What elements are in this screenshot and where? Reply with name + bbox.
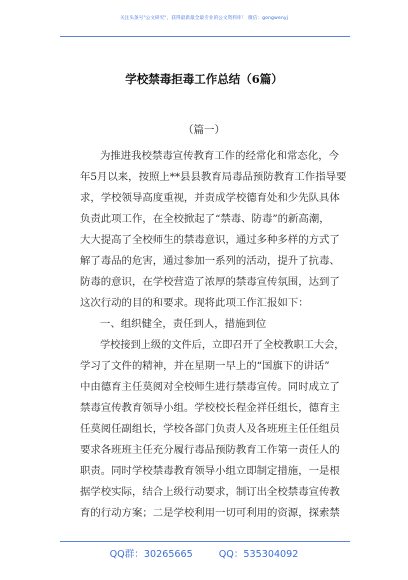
body-line: 职责。同时学校禁毒教育领导小组立即制定措施，一是根 bbox=[80, 465, 340, 477]
body-line: 学习了文件的精神，并在星期一早上的“国旗下的讲话” bbox=[80, 360, 330, 372]
header-divider bbox=[60, 36, 350, 37]
body-line: 这次行动的目的和要求。现将此项工作汇报如下： bbox=[80, 297, 309, 309]
body-line: 负责此项工作，在全校掀起了“禁毒、防毒”的新高潮， bbox=[80, 213, 330, 225]
body-line: 育的行动方案；二是学校利用一切可利用的资源，探索禁 bbox=[80, 507, 340, 519]
body-line: 中由德育主任莫阅对全校师生进行禁毒宣传。同时成立了 bbox=[80, 381, 340, 393]
body-line: 解了毒品的危害，通过参加一系列的活动，提升了抗毒、 bbox=[80, 255, 340, 267]
footer-divider bbox=[60, 541, 350, 542]
body-line: 大大提高了全校师生的禁毒意识，通过多种多样的方式了 bbox=[80, 234, 340, 246]
body-line: 任莫阅任副组长，学校各部门负责人及各班班主任任组员 bbox=[80, 423, 340, 435]
footer-qq: QQ：535304092 bbox=[218, 549, 299, 560]
section-label: （篇一） bbox=[183, 124, 225, 136]
body-line: 防毒的意识，在学校营造了浓厚的禁毒宣传氛围，达到了 bbox=[80, 276, 340, 288]
section-heading: 一、组织健全，责任到人，措施到位 bbox=[100, 318, 267, 330]
document-body bbox=[80, 146, 346, 524]
footer bbox=[0, 546, 408, 560]
body-line: 据学校实际，结合上级行动要求，制订出全校禁毒宣传教 bbox=[80, 486, 340, 498]
document-title: 学校禁毒拒毒工作总结（6篇） bbox=[125, 72, 283, 86]
header-banner: 关注头条号"公文研究"，获得最新最全最专业的公文资料库！ 微信：gongwenyj bbox=[119, 16, 289, 21]
body-line: 要求各班班主任充分履行毒品预防教育工作第一责任人的 bbox=[80, 444, 340, 456]
body-line: 求，学校领导高度重视，并责成学校德育处和少先队具体 bbox=[80, 192, 340, 204]
body-line: 学校接到上级的文件后，立即召开了全校教职工大会， bbox=[100, 340, 345, 351]
body-line: 禁毒宣传教育领导小组。学校校长程金祥任组长，德育主 bbox=[80, 402, 340, 414]
footer-qq-group: QQ群：30265665 bbox=[109, 549, 193, 560]
body-line: 为推进我校禁毒宣传教育工作的经常化和常态化，今 bbox=[100, 150, 339, 162]
body-line: 年5月以来，按照上**县县教育局毒品预防教育工作指导要 bbox=[80, 171, 347, 183]
